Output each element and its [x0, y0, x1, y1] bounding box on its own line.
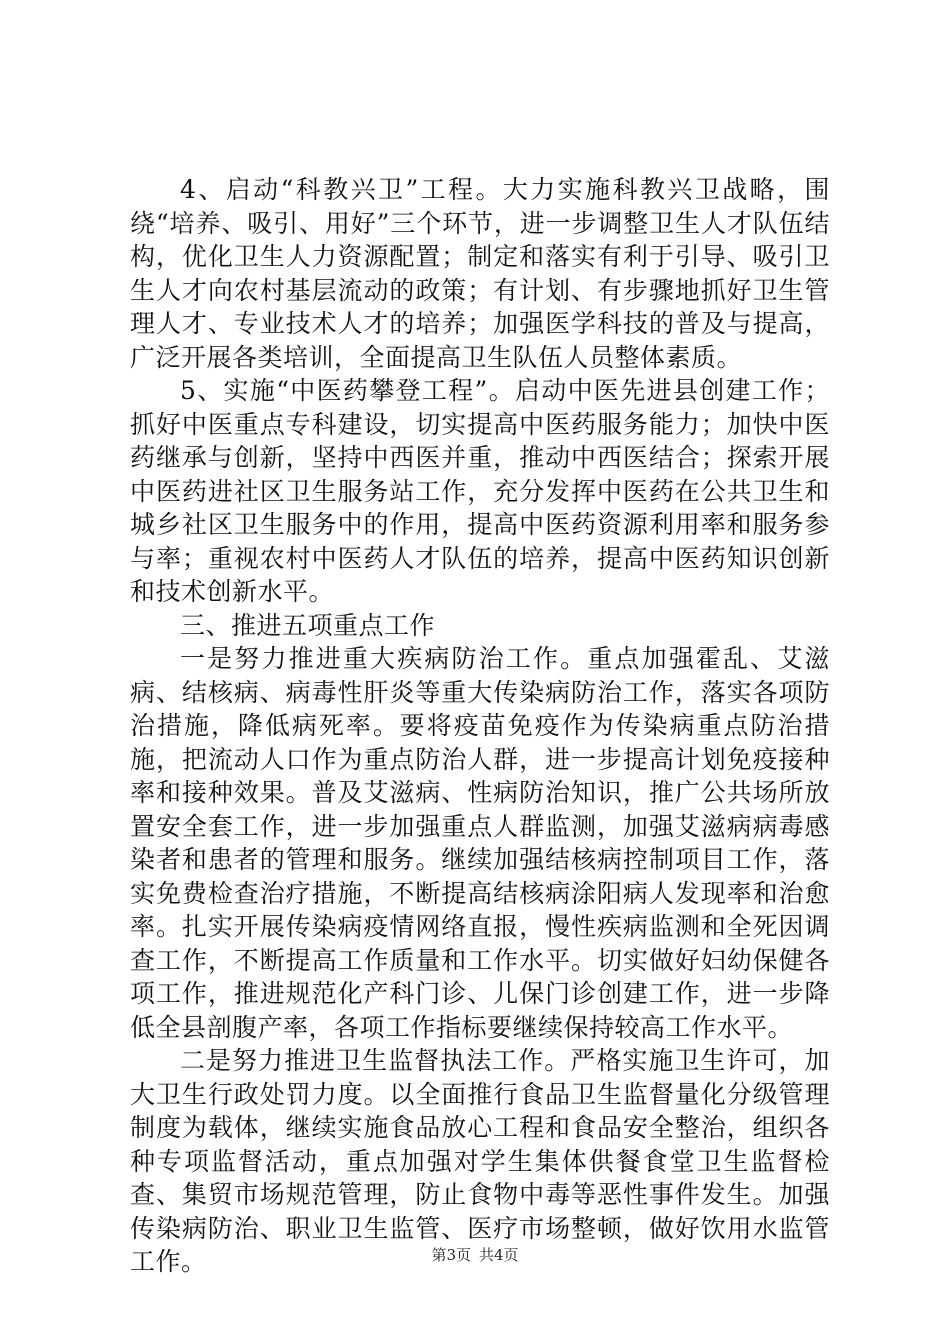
page-total: 共4页 [479, 1246, 519, 1264]
section-heading: 三、推进五项重点工作 [180, 610, 436, 640]
paragraph-item-4: 4、启动“科教兴卫”工程。大力实施科教兴卫战略，围绕“培养、吸引、用好”三个环节，进一步调整卫生人才队伍结构，优化卫生人力资源配置；制定和落实有利于引导、吸引卫生人才向农村基层流动的政策；有计划、有步骤地抓好卫生管理人才、专业技术人才的培养；加强医学科技的普及与提高，广泛开展各类培训，全面提高卫生队伍人员整体素质。 [130, 175, 830, 372]
paragraph-disease-control: 一是努力推进重大疾病防治工作。重点加强霍乱、艾滋病、结核病、病毒性肝炎等重大传染病防治工作，落实各项防治措施，降低病死率。要将疫苗免疫作为传染病重点防治措施，把流动人口作为重点防治人群，进一步提高计划免疫接种率和接种效果。普及艾滋病、性病防治知识，推广公共场所放置安全套工作，进一步加强重点人群监测，加强艾滋病病毒感染者和患者的管理和服务。继续加强结核病控制项目工作，落实免费检查治疗措施，不断提高结核病涂阳病人发现率和治愈率。扎实开展传染病疫情网络直报，慢性疾病监测和全死因调查工作，不断提高工作质量和工作水平。切实做好妇幼保健各项工作，推进规范化产科门诊、儿保门诊创建工作，进一步降低全县剖腹产率，各项工作指标要继续保持较高工作水平。 [130, 644, 830, 1042]
document-body [130, 173, 830, 1279]
page-number: 第3页 [431, 1246, 471, 1264]
paragraph-item-5: 5、实施“中医药攀登工程”。启动中医先进县创建工作；抓好中医重点专科建设，切实提高中医药服务能力；加快中医药继承与创新，坚持中西医并重，推动中西医结合；探索开展中医药进社区卫生服务站工作，充分发挥中医药在公共卫生和城乡社区卫生服务中的作用，提高中医药资源利用率和服务参与率；重视农村中医药人才队伍的培养，提高中医药知识创新和技术创新水平。 [130, 376, 830, 606]
paragraph-health-supervision: 二是努力推进卫生监督执法工作。严格实施卫生许可，加大卫生行政处罚力度。以全面推行食品卫生监督量化分级管理制度为载体，继续实施食品放心工程和食品安全整治，组织各种专项监督活动，重点加强对学生集体供餐食堂卫生监督检查、集贸市场规范管理，防止食物中毒等恶性事件发生。加强传染病防治、职业卫生监管、医疗市场整顿，做好饮用水监管工作。 [130, 1046, 830, 1276]
page-footer [0, 1244, 950, 1265]
